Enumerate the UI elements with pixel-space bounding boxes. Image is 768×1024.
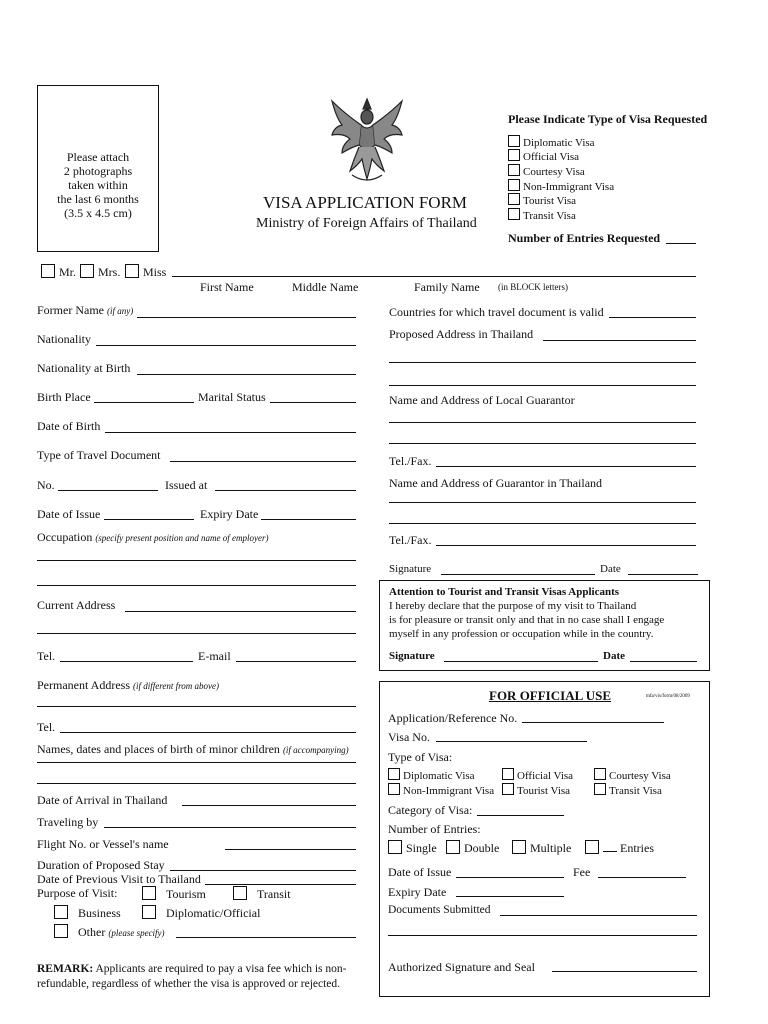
if-any-note: (if any)	[106, 306, 134, 316]
title-mrs-label: Mrs.	[98, 265, 121, 279]
garuda-emblem-icon	[328, 95, 406, 187]
entries-requested-label: Number of Entries Requested	[508, 231, 661, 245]
attention-signature-label: Signature	[389, 650, 435, 662]
checkbox[interactable]	[594, 768, 606, 780]
visa-no-field[interactable]	[436, 741, 587, 742]
issued-at-label: Issued at	[165, 478, 208, 492]
visa-option-tourist[interactable]	[508, 193, 576, 207]
traveling-by-field[interactable]	[104, 827, 356, 828]
entries-multiple[interactable]	[512, 840, 571, 856]
photo-line2: 2 photographs	[63, 164, 133, 178]
middle-name-label: Middle Name	[292, 280, 359, 294]
signature-date-label: Date	[600, 563, 621, 575]
title-mr[interactable]	[41, 264, 76, 280]
nationality-birth-label: Nationality at Birth	[37, 361, 131, 375]
email-field[interactable]	[236, 661, 356, 662]
form-subtitle: Ministry of Foreign Affairs of Thailand	[256, 216, 477, 231]
official-date-issue-field[interactable]	[456, 877, 564, 878]
telfax-label: Tel./Fax.	[389, 454, 432, 468]
occupation-field-1[interactable]	[37, 560, 356, 561]
children-text: Names, dates and places of birth of minor children	[37, 742, 280, 756]
full-name-field[interactable]	[172, 276, 696, 277]
permanent-address-field[interactable]	[37, 706, 356, 707]
birth-place-field[interactable]	[94, 402, 194, 403]
current-address-field-2[interactable]	[37, 633, 356, 634]
business-label: Business	[78, 906, 121, 920]
official-transit[interactable]	[594, 783, 662, 797]
tel-field[interactable]	[60, 661, 193, 662]
proposed-address-field-2[interactable]	[389, 362, 696, 363]
flight-field[interactable]	[225, 849, 356, 850]
checkbox[interactable]	[512, 840, 526, 854]
guarantor-thai-field-1[interactable]	[389, 502, 696, 503]
doc-no-field[interactable]	[58, 490, 158, 491]
travel-doc-label: Type of Travel Document	[37, 448, 161, 462]
other-note: (please specify)	[108, 928, 165, 938]
checkbox[interactable]	[80, 264, 94, 278]
photo-line1: Please attach	[66, 150, 130, 164]
single-label: Single	[406, 841, 437, 855]
official-diplomatic[interactable]	[388, 768, 475, 782]
expiry-date-field[interactable]	[261, 519, 356, 520]
photo-line3: taken within	[68, 178, 128, 192]
official-date-issue-label: Date of Issue	[388, 865, 452, 879]
official-type-label: Type of Visa:	[388, 750, 453, 764]
children-label	[37, 742, 349, 757]
remark-line1	[37, 963, 346, 975]
local-guarantor-label: Name and Address of Local Guarantor	[389, 393, 575, 407]
arrival-label: Date of Arrival in Thailand	[37, 793, 168, 807]
checkbox[interactable]	[41, 264, 55, 278]
attention-date-field[interactable]	[630, 661, 697, 662]
attention-heading: Attention to Tourist and Transit Visas Applicants	[389, 586, 620, 598]
entries-requested-field[interactable]	[666, 243, 696, 244]
dob-field[interactable]	[105, 432, 356, 433]
official-expiry-label: Expiry Date	[388, 885, 447, 899]
nationality-birth-field[interactable]	[137, 374, 356, 375]
former-name-label	[37, 303, 133, 318]
category-label: Category of Visa:	[388, 803, 473, 817]
purpose-other[interactable]	[54, 924, 165, 940]
other-label: Other	[78, 925, 106, 939]
photo-line4: the last 6 months	[57, 192, 139, 206]
marital-status-label: Marital Status	[198, 390, 266, 404]
children-field-2[interactable]	[37, 783, 356, 784]
former-name-field[interactable]	[137, 317, 356, 318]
current-address-field-1[interactable]	[125, 611, 356, 612]
checkbox[interactable]	[508, 164, 520, 176]
purpose-other-field[interactable]	[176, 937, 356, 938]
checkbox[interactable]	[508, 135, 520, 147]
official-use-heading: FOR OFFICIAL USE	[489, 688, 612, 703]
visa-option-label: Official Visa	[523, 151, 580, 163]
official-expiry-field[interactable]	[456, 896, 564, 897]
remark-text1: Applicants are required to pay a visa fee which is non-	[93, 963, 347, 975]
signature-field[interactable]	[441, 574, 595, 575]
official-entries-label: Number of Entries:	[388, 822, 481, 836]
checkbox[interactable]	[585, 840, 599, 854]
marital-status-field[interactable]	[270, 402, 356, 403]
expiry-date-label: Expiry Date	[200, 507, 259, 521]
birth-place-label: Birth Place	[37, 390, 91, 404]
official-tourist-label: Tourist Visa	[517, 785, 571, 797]
entries-n-label: Entries	[620, 841, 654, 855]
duration-field[interactable]	[170, 870, 356, 871]
countries-field[interactable]	[609, 317, 696, 318]
auth-signature-field[interactable]	[552, 971, 697, 972]
entries-n[interactable]	[585, 840, 654, 856]
diplomatic-label: Diplomatic/Official	[166, 906, 261, 920]
visa-option-label: Transit Visa	[523, 210, 576, 222]
signature-date-field[interactable]	[628, 574, 698, 575]
tourism-label: Tourism	[166, 887, 206, 901]
photo-line5: (3.5 x 4.5 cm)	[64, 206, 132, 220]
app-ref-label: Application/Reference No.	[388, 711, 518, 725]
dob-label: Date of Birth	[37, 419, 101, 433]
tel2-field[interactable]	[60, 732, 356, 733]
entries-n-blank[interactable]	[603, 851, 617, 852]
official-transit-label: Transit Visa	[609, 785, 662, 797]
visa-option-label: Diplomatic Visa	[523, 137, 595, 149]
official-nonimm-label: Non-Immigrant Visa	[403, 785, 495, 797]
official-courtesy-label: Courtesy Visa	[609, 770, 671, 782]
checkbox[interactable]	[508, 179, 520, 191]
flight-label: Flight No. or Vessel's name	[37, 837, 169, 851]
checkbox[interactable]	[54, 924, 68, 938]
entries-double[interactable]	[446, 840, 499, 856]
children-field-1[interactable]	[37, 762, 356, 763]
children-note: (if accompanying)	[282, 745, 349, 755]
official-official-label: Official Visa	[517, 770, 574, 782]
doc-no-label: No.	[37, 478, 55, 492]
multiple-label: Multiple	[530, 841, 572, 855]
checkbox[interactable]	[125, 264, 139, 278]
date-issue-label: Date of Issue	[37, 507, 101, 521]
visa-type-heading: Please Indicate Type of Visa Requested	[508, 112, 708, 126]
checkbox[interactable]	[388, 783, 400, 795]
tel-label: Tel.	[37, 649, 56, 663]
official-nonimm[interactable]	[388, 783, 494, 797]
travel-doc-field[interactable]	[170, 461, 356, 462]
entries-single[interactable]	[388, 840, 437, 856]
current-address-label: Current Address	[37, 598, 116, 612]
attention-line3: myself in any profession or occupation while in the country.	[389, 628, 654, 640]
attention-line2: is for pleasure or transit only and that in no case shall I engage	[389, 614, 665, 626]
form-title: VISA APPLICATION FORM	[263, 193, 468, 212]
double-label: Double	[464, 841, 500, 855]
title-mrs[interactable]	[80, 264, 120, 280]
signature-label: Signature	[389, 563, 432, 575]
visa-option-label: Non-Immigrant Visa	[523, 181, 615, 193]
title-mr-label: Mr.	[59, 265, 77, 279]
proposed-address-field-1[interactable]	[543, 340, 696, 341]
official-diplomatic-label: Diplomatic Visa	[403, 770, 475, 782]
documents-field-1[interactable]	[500, 915, 697, 916]
attention-date-label: Date	[603, 650, 625, 662]
official-tourist[interactable]	[502, 783, 570, 797]
title-miss-label: Miss	[143, 265, 167, 279]
title-miss[interactable]	[125, 264, 166, 280]
nationality-field[interactable]	[96, 345, 356, 346]
category-field[interactable]	[477, 815, 564, 816]
official-form-code: mfa/vis/form/08/2009	[646, 694, 690, 699]
visa-option-courtesy[interactable]	[508, 164, 585, 178]
checkbox[interactable]	[142, 905, 156, 919]
guarantor-thai-label: Name and Address of Guarantor in Thailand	[389, 476, 603, 490]
email-label: E-mail	[198, 649, 231, 663]
transit-label: Transit	[257, 887, 291, 901]
occupation-field-2[interactable]	[37, 585, 356, 586]
visa-option-label: Tourist Visa	[523, 195, 577, 207]
date-issue-field[interactable]	[104, 519, 194, 520]
documents-field-2[interactable]	[388, 935, 697, 936]
purpose-diplomatic[interactable]	[142, 905, 260, 921]
visa-option-nonimmigrant[interactable]	[508, 179, 614, 193]
purpose-label: Purpose of Visit:	[37, 886, 118, 900]
official-courtesy[interactable]	[594, 768, 671, 782]
visa-option-transit[interactable]	[508, 208, 576, 222]
occupation-label	[37, 530, 268, 545]
visa-option-official[interactable]	[508, 149, 579, 163]
permanent-address-text: Permanent Address	[37, 678, 130, 692]
issued-at-field[interactable]	[215, 490, 356, 491]
permanent-note: (if different from above)	[132, 681, 220, 691]
official-use-box	[379, 681, 710, 997]
proposed-address-label: Proposed Address in Thailand	[389, 327, 534, 341]
remark-line2: refundable, regardless of whether the visa is approved or rejected.	[37, 978, 341, 990]
fee-label: Fee	[573, 865, 591, 879]
checkbox[interactable]	[388, 840, 402, 854]
arrival-field[interactable]	[182, 805, 356, 806]
former-name-text: Former Name	[37, 303, 104, 317]
auth-signature-label: Authorized Signature and Seal	[388, 960, 535, 974]
documents-label: Documents Submitted	[388, 904, 491, 916]
local-guarantor-field-1[interactable]	[389, 422, 696, 423]
checkbox[interactable]	[54, 905, 68, 919]
family-name-label: Family Name	[414, 280, 480, 294]
visa-no-label: Visa No.	[388, 730, 430, 744]
checkbox[interactable]	[502, 768, 514, 780]
checkbox[interactable]	[502, 783, 514, 795]
guarantor-thai-field-2[interactable]	[389, 523, 696, 524]
tel2-label: Tel.	[37, 720, 56, 734]
checkbox[interactable]	[508, 193, 520, 205]
attention-signature-field[interactable]	[444, 661, 598, 662]
app-ref-field[interactable]	[522, 722, 664, 723]
block-letters-note: (in BLOCK letters)	[498, 282, 568, 292]
checkbox[interactable]	[388, 768, 400, 780]
checkbox[interactable]	[508, 208, 520, 220]
telfax-field[interactable]	[436, 466, 696, 467]
official-official[interactable]	[502, 768, 573, 782]
remark-label: REMARK:	[37, 963, 94, 975]
traveling-by-label: Traveling by	[37, 815, 99, 829]
checkbox[interactable]	[142, 886, 156, 900]
visa-option-label: Courtesy Visa	[523, 166, 585, 178]
purpose-transit[interactable]	[233, 886, 291, 902]
fee-field[interactable]	[598, 877, 686, 878]
nationality-label: Nationality	[37, 332, 91, 346]
duration-label: Duration of Proposed Stay	[37, 858, 165, 872]
telfax2-label: Tel./Fax.	[389, 533, 432, 547]
occupation-text: Occupation	[37, 530, 93, 544]
purpose-business[interactable]	[54, 905, 121, 921]
purpose-tourism[interactable]	[142, 886, 206, 902]
checkbox[interactable]	[508, 149, 520, 161]
local-guarantor-field-2[interactable]	[389, 443, 696, 444]
occupation-note: (specify present position and name of employer)	[95, 533, 269, 543]
checkbox[interactable]	[446, 840, 460, 854]
previous-visit-label: Date of Previous Visit to Thailand	[37, 872, 201, 886]
visa-option-diplomatic[interactable]	[508, 135, 595, 149]
countries-label: Countries for which travel document is valid	[389, 305, 604, 319]
attention-line1: I hereby declare that the purpose of my visit to Thailand	[389, 600, 637, 612]
checkbox[interactable]	[233, 886, 247, 900]
proposed-address-field-3[interactable]	[389, 385, 696, 386]
first-name-label: First Name	[200, 280, 254, 294]
previous-visit-field[interactable]	[205, 884, 356, 885]
permanent-address-label	[37, 678, 219, 693]
telfax2-field[interactable]	[436, 545, 696, 546]
checkbox[interactable]	[594, 783, 606, 795]
